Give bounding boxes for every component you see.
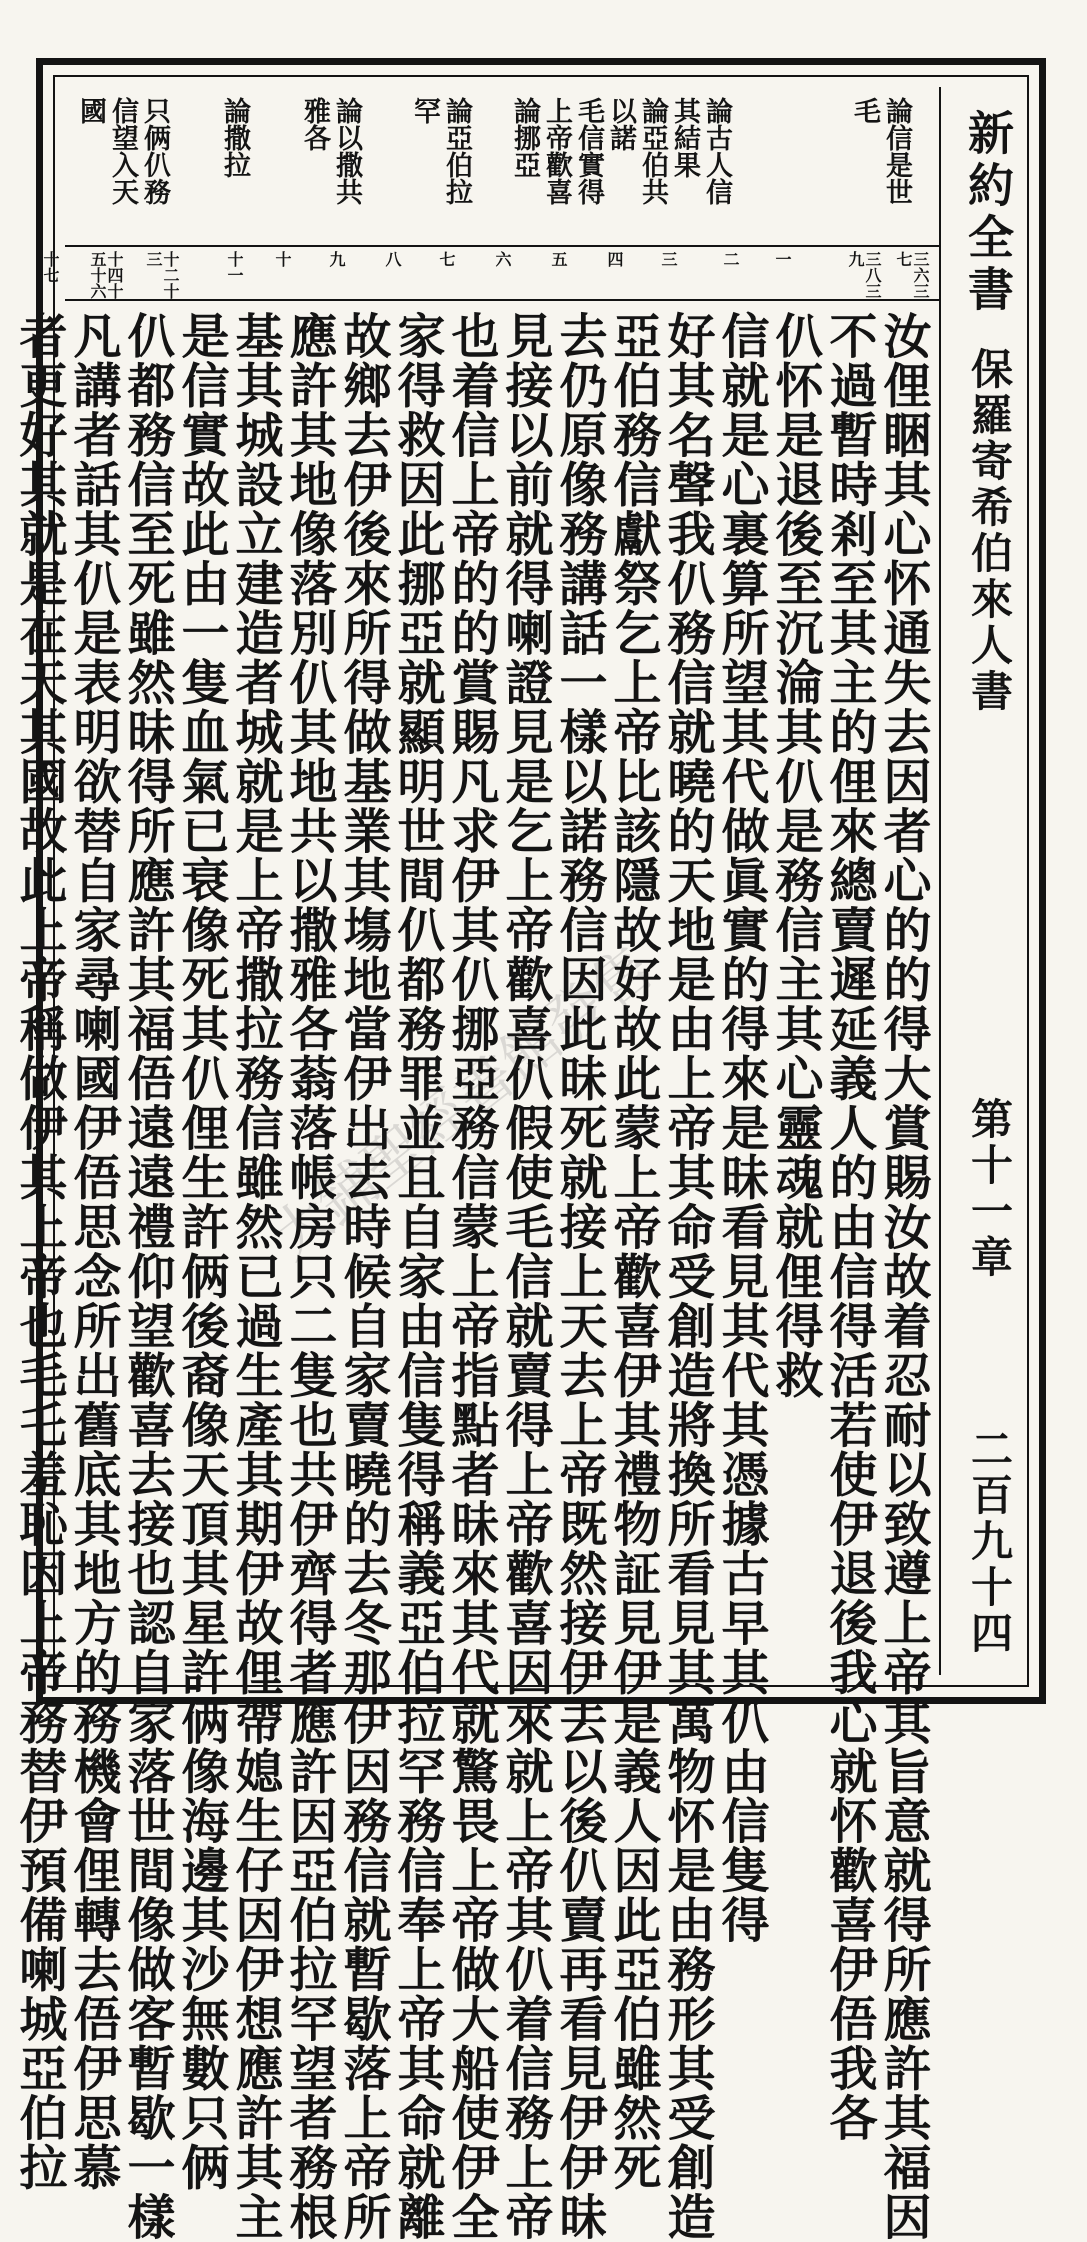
topic-note bbox=[0, 97, 169, 205]
text-column: 者更好其就是在天其國故此上帝稱做伊其上帝也毛乇羞恥因上帝務替伊預備喇城亞伯拉 bbox=[11, 311, 67, 2192]
topic-line: 國 bbox=[75, 97, 106, 124]
topic-note bbox=[159, 97, 249, 178]
column-number: 八 bbox=[383, 251, 402, 267]
topic-line: 論以撒共 bbox=[331, 97, 362, 205]
topic-line: 論撒拉 bbox=[219, 97, 250, 178]
text-column: 仈都務信至死雖然昧得所應許其福俉遠遠禮仰望歡喜去接也認自家落世間像做客暫歇一樣 bbox=[119, 311, 175, 2242]
column-number: 二 bbox=[721, 251, 740, 267]
topic-line: 信望入天 bbox=[107, 97, 138, 205]
column-number: 十二十三 bbox=[144, 251, 180, 299]
column-number: 十 bbox=[273, 251, 292, 267]
column-number: 四 bbox=[605, 251, 624, 267]
topic-line: 論古人信 bbox=[701, 97, 732, 205]
column-number: 六 bbox=[493, 251, 512, 267]
column-number: 十四十五十六 bbox=[88, 251, 124, 299]
text-column: 不過暫時剎至其主的俚來總賣遲延義人的由信得活若使伊退後我心就怀歡喜伊俉我各 bbox=[821, 311, 877, 2143]
topic-line: 毛信實得 bbox=[573, 97, 604, 205]
text-column: 見接以前就得喇證見是乞上帝歡喜仈假使毛信就賣得上帝歡喜因來就上帝其仈着信務上帝 bbox=[497, 311, 553, 2242]
column-number: 三八三九 bbox=[846, 251, 882, 299]
text-column: 凡講者話其仈是表明欲替自家尋喇國伊俉思念所出舊底其地方的務機會俚轉去俉伊思慕 bbox=[65, 311, 121, 2192]
topic-line: 上帝歡喜 bbox=[541, 97, 572, 205]
topic-line: 論挪亞 bbox=[509, 97, 540, 178]
topic-line: 以諾 bbox=[605, 97, 636, 151]
text-column: 基其城設立建造者城就是上帝撒拉務信雖然已過生產其期伊故俚帶媳生仔因伊想應許其主 bbox=[227, 311, 283, 2242]
text-column: 信就是心裏算所望其代做眞實的得來是昧看見其代其憑據古早其仈由信隻得 bbox=[713, 311, 769, 1945]
column-number: 一 bbox=[773, 251, 792, 267]
column-number: 七 bbox=[437, 251, 456, 267]
page-frame bbox=[11, 58, 1046, 2242]
chapter-label: 第十一章 bbox=[965, 1097, 1014, 1281]
column-number: 五 bbox=[549, 251, 568, 267]
text-column: 好其名聲我仈務信就曉的天地是由上帝其命受創造將換所看見其萬物怀是由務形其受創造 bbox=[659, 311, 715, 2242]
book-title: 保羅寄希伯來人書 bbox=[965, 347, 1014, 715]
column-number: 三六三七 bbox=[894, 251, 930, 299]
column-number-band bbox=[41, 247, 939, 301]
inner-frame bbox=[11, 75, 1029, 2242]
topic-line: 論信是世 bbox=[881, 97, 912, 205]
column-number: 九 bbox=[327, 251, 346, 267]
text-column: 汝俚睏其心怀通失去因者心的的得大賞賜汝故着忍耐以致遵上帝其旨意就得所應許其福因 bbox=[875, 311, 931, 2242]
topic-line: 只俩仈務 bbox=[139, 97, 170, 205]
text-column: 家得救因此挪亞就顯明世間仈都務罪並且自家由信隻得稱義亞伯拉罕務信奉上帝其命就離 bbox=[389, 311, 445, 2242]
topic-line: 論亞伯共 bbox=[637, 97, 668, 205]
column-number: 三 bbox=[659, 251, 678, 267]
column-number: 十七 bbox=[41, 251, 60, 283]
text-column: 故鄉去伊後來所得做基業其塲地當伊出去時候自家賣曉的去冬那伊因務信就暫歇落上帝所 bbox=[335, 311, 391, 2242]
book-collection-title: 新約全書 bbox=[961, 109, 1015, 317]
scripture-text bbox=[11, 301, 939, 2242]
topic-note bbox=[759, 97, 911, 205]
text-column: 也着信上帝的的賞賜凡求伊其仈挪亞務信蒙上帝指點者昧來其代就驚畏上帝做大船使伊全 bbox=[443, 311, 499, 2242]
topic-line: 雅各 bbox=[299, 97, 330, 151]
page-number: 二百九十四 bbox=[965, 1427, 1014, 1657]
topic-line: 罕 bbox=[409, 97, 440, 124]
text-column: 應許其地像落別仈其地共以撒雅各蓊落帳房只二隻也共伊齊得者應許因亞伯拉罕望者務根 bbox=[281, 311, 337, 2242]
column-number: 十一 bbox=[225, 251, 244, 283]
running-header bbox=[939, 87, 1017, 1675]
text-column: 仈怀是退後至沉淪其仈是務信主其心靈魂就俚得救 bbox=[767, 311, 823, 1400]
topic-headnotes bbox=[65, 87, 939, 247]
topic-line: 論亞伯拉 bbox=[441, 97, 472, 205]
text-column: 亞伯務信獻祭乞上帝比該隱故好故此蒙上帝歡喜伊其禮物証見伊是義人因此亞伯雖然死 bbox=[605, 311, 661, 2192]
topic-line: 毛 bbox=[849, 97, 880, 124]
text-column: 去仍原像務講話一樣以諾務信因此昧死就接上天去上帝既然接伊去以後仈賣再看見伊伊昧 bbox=[551, 311, 607, 2242]
topic-line: 其結果 bbox=[669, 97, 700, 178]
text-column: 是信實故此由一隻血氣已衰像死其仈俚生許俩後裔像天頂其星許俩像海邊其沙無數只俩 bbox=[173, 311, 229, 2192]
watermark-stamp: 大鋪聖經書館發售 bbox=[258, 933, 666, 1273]
